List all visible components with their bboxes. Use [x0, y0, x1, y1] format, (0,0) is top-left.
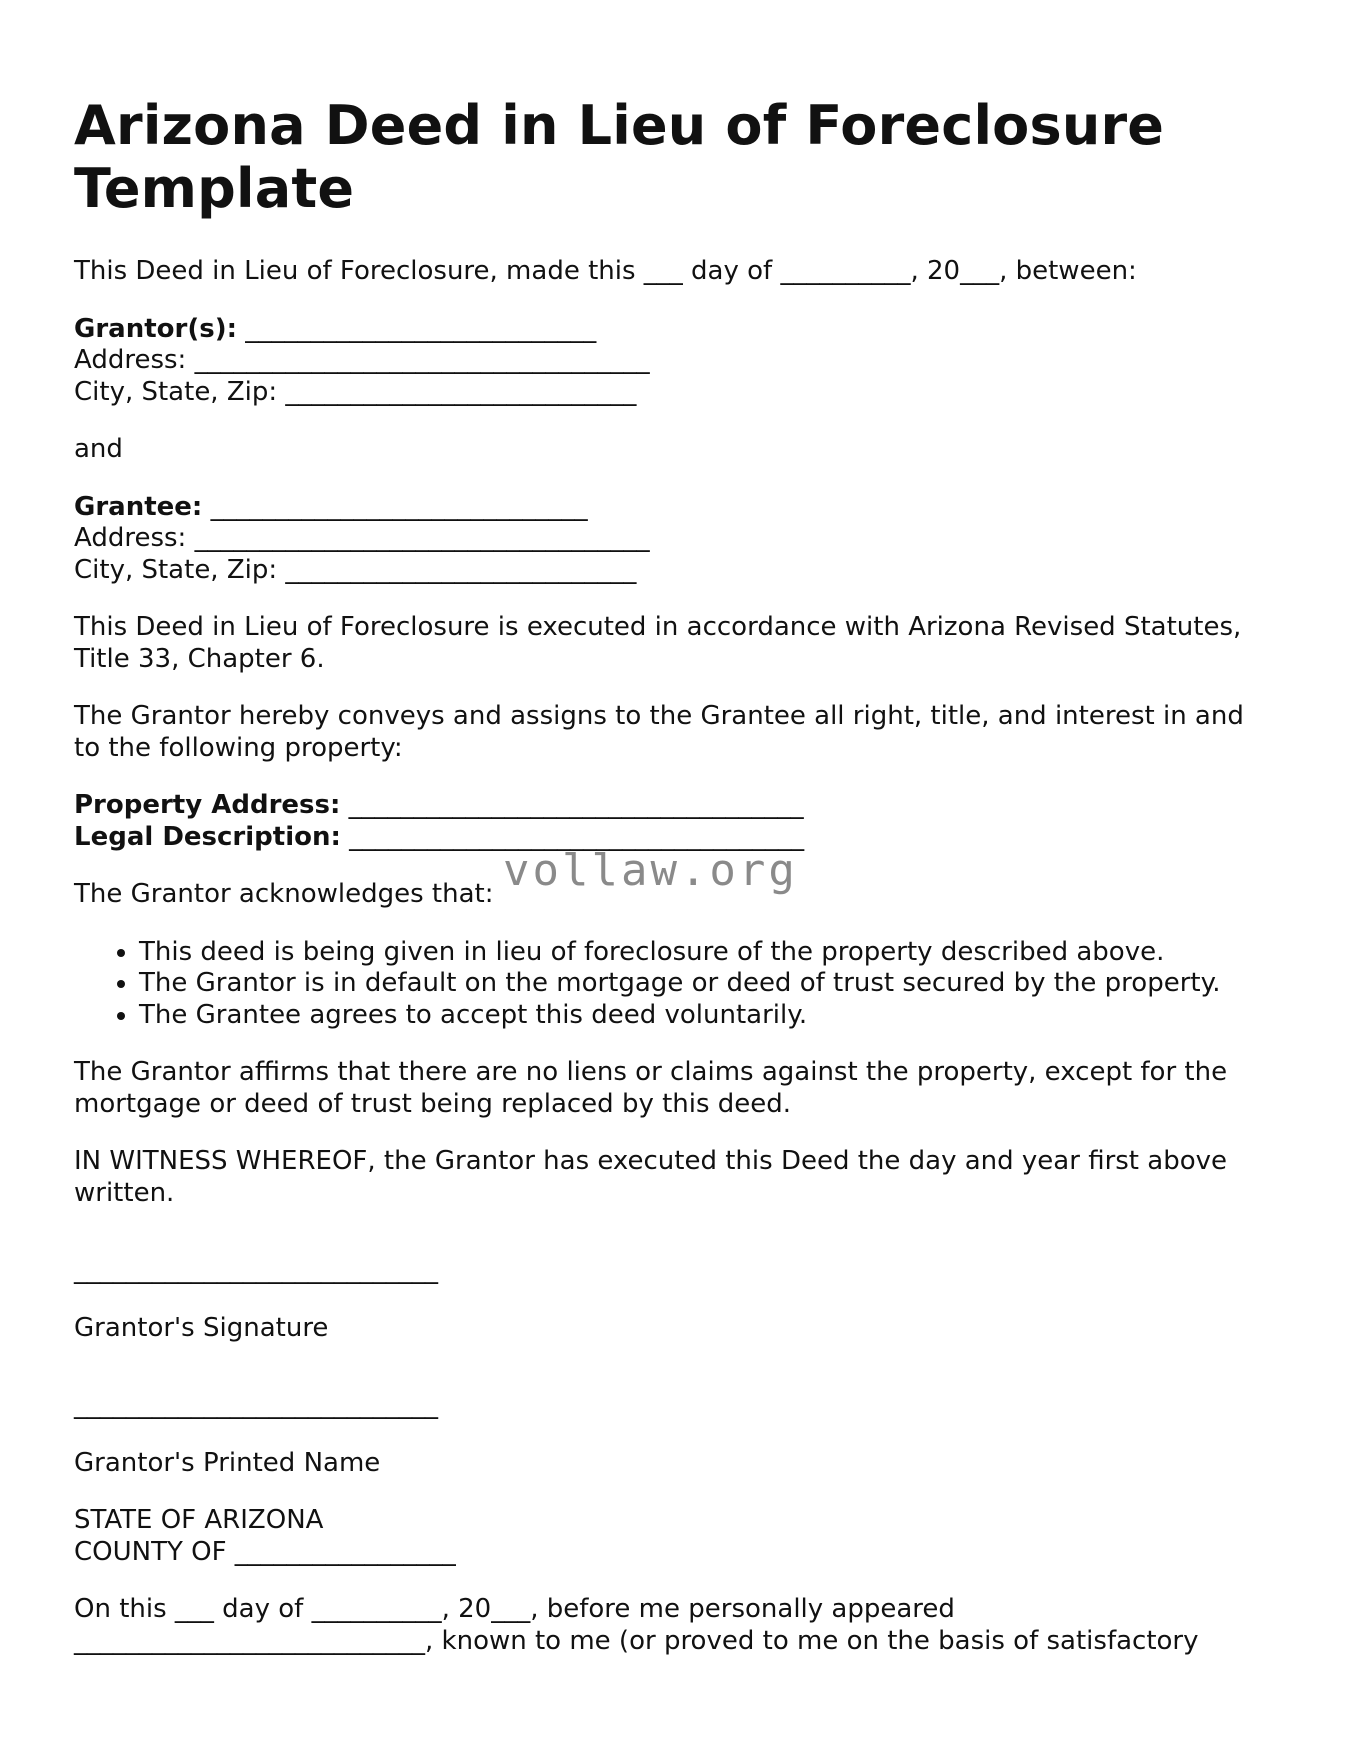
- and-text: and: [74, 434, 123, 464]
- grantee-name-blank[interactable]: _____________________________: [202, 491, 588, 522]
- statute-paragraph: This Deed in Lieu of Foreclosure is executed in accordance with Arizona Revised Statutes, Title 33, Chapter 6.: [74, 612, 1242, 674]
- grantor-label: Grantor(s):: [74, 313, 237, 344]
- intro-paragraph: This Deed in Lieu of Foreclosure, made this ___ day of __________, 20___, between:: [74, 256, 1137, 286]
- acknowledgement-list: [74, 937, 1274, 1032]
- property-address-blank[interactable]: ___________________________________: [340, 790, 804, 820]
- acknowledge-paragraph: The Grantor acknowledges that:: [74, 879, 494, 909]
- signature-label: Grantor's Signature: [74, 1312, 329, 1343]
- grantee-name-line: [74, 492, 1274, 524]
- notary-state: STATE OF ARIZONA: [74, 1505, 324, 1535]
- list-item: • The Grantee agrees to accept this deed voluntarily.: [139, 1000, 1274, 1032]
- grantee-address-line[interactable]: Address: ___________________________________: [74, 523, 650, 553]
- notary-county[interactable]: COUNTY OF _________________: [74, 1536, 456, 1567]
- affirm-paragraph: The Grantor affirms that there are no liens or claims against the property, except for the mortgage or deed of trust being replaced by this deed.: [74, 1057, 1228, 1119]
- grantor-name-line: [74, 314, 1274, 346]
- printed-name-line[interactable]: ____________________________: [74, 1390, 438, 1420]
- grantee-city-line[interactable]: City, State, Zip: ___________________________: [74, 554, 637, 585]
- property-address-line: [74, 790, 1274, 822]
- grantor-address-line[interactable]: Address: ___________________________________: [74, 345, 650, 375]
- legal-description-label: Legal Description:: [74, 821, 341, 852]
- legal-description-blank[interactable]: ___________________________________: [340, 821, 805, 852]
- list-item: • This deed is being given in lieu of foreclosure of the property described above.: [139, 937, 1274, 969]
- notary-statement-line1: On this ___ day of __________, 20___, before me personally appeared: [74, 1594, 955, 1624]
- list-item: • The Grantor is in default on the mortgage or deed of trust secured by the property.: [139, 968, 1274, 1000]
- watermark-text: vollaw.org: [503, 845, 798, 896]
- printed-name-label: Grantor's Printed Name: [74, 1447, 381, 1478]
- notary-statement-line2: ___________________________, known to me (or proved to me on the basis of satisfactory: [74, 1625, 1199, 1656]
- grantor-name-blank[interactable]: ___________________________: [236, 313, 597, 344]
- grantee-label: Grantee:: [74, 491, 203, 522]
- grantor-city-line[interactable]: City, State, Zip: ___________________________: [74, 376, 637, 407]
- witness-paragraph: IN WITNESS WHEREOF, the Grantor has executed this Deed the day and year first above written.: [74, 1146, 1227, 1208]
- signature-line[interactable]: ____________________________: [74, 1255, 438, 1285]
- property-address-label: Property Address:: [74, 790, 341, 820]
- conveyance-paragraph: The Grantor hereby conveys and assigns to the Grantee all right, title, and interest in and to the following property:: [74, 701, 1244, 763]
- document-title: Arizona Deed in Lieu of Foreclosure Template: [74, 94, 1165, 220]
